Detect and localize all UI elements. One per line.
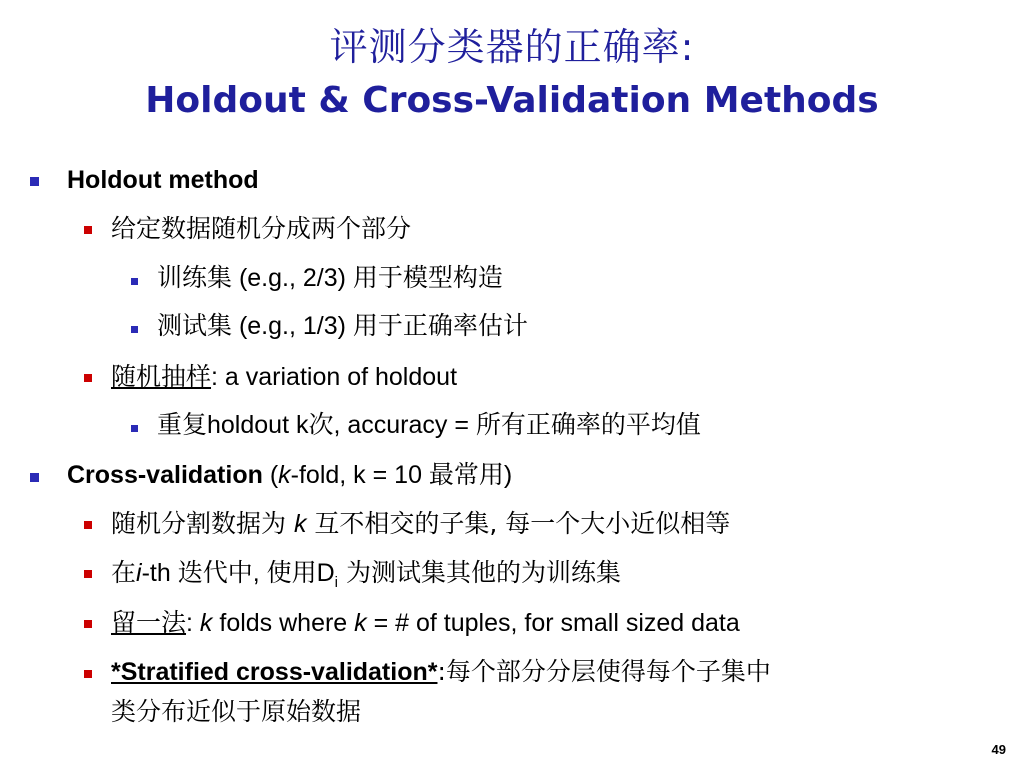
cv-label: Cross-validation <box>67 461 263 489</box>
cv-split-post: 互不相交的子集, 每一个大小近似相等 <box>306 509 731 538</box>
random-sampling-term: 随机抽样 <box>111 362 212 391</box>
page-number: 49 <box>991 742 1006 757</box>
slide-title-chinese: 评测分类器的正确率: <box>329 25 695 69</box>
bullet-random-sampling <box>111 362 457 392</box>
bullet-square-icon <box>131 425 138 432</box>
loo-colon: : <box>186 609 200 637</box>
bullet-repeat-holdout: 重复holdout k次, accuracy = 所有正确率的平均值 <box>157 411 701 439</box>
bullet-square-icon <box>84 570 92 578</box>
iter-i: i <box>136 559 142 587</box>
bullet-random-split: 给定数据随机分成两个部分 <box>111 214 412 243</box>
bullet-square-icon <box>84 226 92 234</box>
iter-mid: -th 迭代中, 使用D <box>141 559 335 587</box>
bullet-square-icon <box>84 374 92 382</box>
bullet-training-set: 训练集 (e.g., 2/3) 用于模型构造 <box>157 264 503 292</box>
stratified-desc-line2: 类分布近似于原始数据 <box>111 697 362 726</box>
cv-split-pre: 随机分割数据为 <box>111 509 294 538</box>
cv-split-k: k <box>293 510 307 538</box>
bullet-holdout-method: Holdout method <box>67 166 259 194</box>
bullet-square-icon <box>131 326 138 333</box>
loo-term: 留一法 <box>111 608 187 637</box>
loo-k2: k <box>354 609 367 637</box>
bullet-stratified <box>111 657 771 687</box>
bullet-square-icon <box>30 177 39 186</box>
bullet-square-icon <box>84 670 92 678</box>
random-sampling-desc: : a variation of holdout <box>211 363 458 391</box>
bullet-test-set: 测试集 (e.g., 1/3) 用于正确率估计 <box>157 312 528 340</box>
cv-k: k <box>278 461 291 489</box>
bullet-square-icon <box>84 521 92 529</box>
stratified-term: *Stratified cross-validation* <box>111 658 438 686</box>
iter-post: 为测试集其他的为训练集 <box>338 558 621 587</box>
iter-subscript: i <box>334 574 338 591</box>
loo-mid: folds where <box>212 609 355 637</box>
loo-post: = # of tuples, for small sized data <box>366 609 740 637</box>
stratified-desc-line1: :每个部分分层使得每个子集中 <box>437 657 771 686</box>
cv-paren-open: ( <box>262 461 279 489</box>
bullet-square-icon <box>131 278 138 285</box>
bullet-cross-validation <box>67 460 512 490</box>
iter-pre: 在 <box>111 558 137 587</box>
bullet-square-icon <box>84 620 92 628</box>
bullet-iteration <box>111 558 621 598</box>
bullet-square-icon <box>30 473 39 482</box>
cv-paren-rest: -fold, k = 10 最常用) <box>290 461 513 489</box>
bullet-leave-one-out <box>111 608 740 638</box>
loo-k1: k <box>199 609 213 637</box>
slide-title-english: Holdout & Cross-Validation Methods <box>145 80 879 121</box>
bullet-cv-split <box>111 509 730 539</box>
